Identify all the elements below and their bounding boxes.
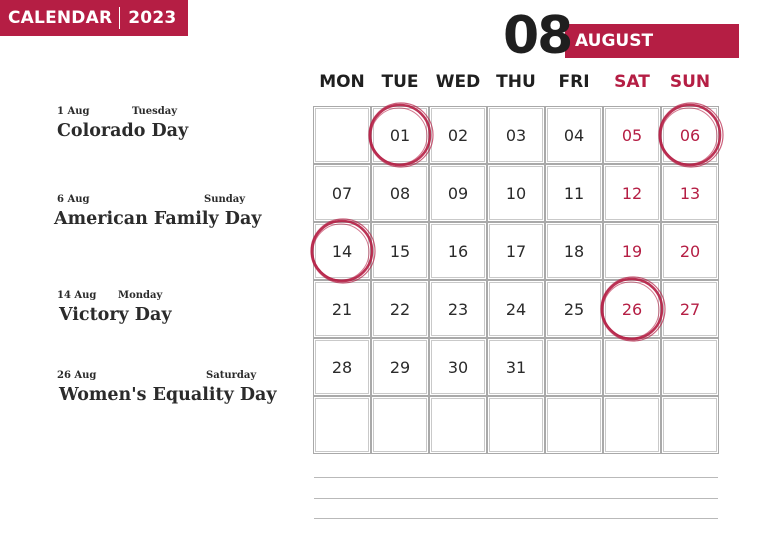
weekday-header-thu: THU	[496, 72, 536, 92]
day-cell[interactable]: 24	[487, 280, 545, 338]
holiday-entry	[54, 194, 262, 230]
holiday-weekday: Monday	[118, 290, 163, 301]
empty-day-cell	[313, 106, 371, 164]
weekday-header-mon: MON	[319, 72, 365, 92]
weekday-header-wed: WED	[435, 72, 481, 92]
empty-day-cell	[603, 396, 661, 454]
day-cell[interactable]: 04	[545, 106, 603, 164]
holiday-weekday: Tuesday	[132, 106, 178, 117]
day-cell[interactable]: 11	[545, 164, 603, 222]
empty-day-cell	[603, 338, 661, 396]
day-cell[interactable]: 08	[371, 164, 429, 222]
empty-day-cell	[545, 396, 603, 454]
day-cell[interactable]: 26	[603, 280, 661, 338]
day-cell[interactable]: 15	[371, 222, 429, 280]
month-name-banner	[565, 24, 739, 58]
weekday-header-fri: FRI	[558, 72, 590, 92]
holiday-weekday: Sunday	[204, 194, 246, 205]
day-cell[interactable]: 21	[313, 280, 371, 338]
holiday-name: Women's Equality Day	[59, 385, 277, 405]
brand-title: CALENDAR	[8, 8, 113, 28]
day-cell[interactable]: 09	[429, 164, 487, 222]
day-cell[interactable]: 12	[603, 164, 661, 222]
holiday-name: Colorado Day	[57, 121, 189, 141]
holiday-weekday: Saturday	[206, 370, 257, 381]
month-name: AUGUST	[575, 31, 654, 51]
day-cell[interactable]: 01	[371, 106, 429, 164]
notes-line	[314, 498, 718, 499]
day-cell[interactable]: 13	[661, 164, 719, 222]
weekday-header-tue: TUE	[381, 72, 419, 92]
calendar-brand-banner	[0, 0, 188, 36]
empty-day-cell	[545, 338, 603, 396]
empty-day-cell	[487, 396, 545, 454]
empty-day-cell	[661, 396, 719, 454]
holiday-name: American Family Day	[54, 209, 262, 229]
day-cell[interactable]: 27	[661, 280, 719, 338]
holiday-date: 26 Aug	[57, 370, 97, 381]
empty-day-cell	[313, 396, 371, 454]
holiday-date: 1 Aug	[57, 106, 90, 117]
day-cell[interactable]: 02	[429, 106, 487, 164]
day-cell[interactable]: 06	[661, 106, 719, 164]
holiday-date: 6 Aug	[57, 194, 90, 205]
day-cell[interactable]: 17	[487, 222, 545, 280]
brand-year: 2023	[128, 8, 177, 28]
day-cell[interactable]: 03	[487, 106, 545, 164]
month-number: 08	[503, 6, 572, 66]
day-cell[interactable]: 28	[313, 338, 371, 396]
weekday-header-sun: SUN	[669, 72, 711, 92]
day-cell[interactable]: 07	[313, 164, 371, 222]
day-cell[interactable]: 29	[371, 338, 429, 396]
weekday-header-sat: SAT	[614, 72, 650, 92]
day-cell[interactable]: 25	[545, 280, 603, 338]
day-cell[interactable]: 20	[661, 222, 719, 280]
holiday-entry	[57, 106, 188, 142]
brand-divider	[119, 7, 120, 29]
day-cell[interactable]: 31	[487, 338, 545, 396]
empty-day-cell	[371, 396, 429, 454]
empty-day-cell	[661, 338, 719, 396]
day-cell[interactable]: 22	[371, 280, 429, 338]
day-cell[interactable]: 19	[603, 222, 661, 280]
day-cell[interactable]: 18	[545, 222, 603, 280]
holiday-name: Victory Day	[59, 305, 172, 325]
day-cell[interactable]: 05	[603, 106, 661, 164]
day-cell[interactable]: 30	[429, 338, 487, 396]
notes-line	[314, 477, 718, 478]
holiday-date: 14 Aug	[57, 290, 97, 301]
day-cell[interactable]: 14	[313, 222, 371, 280]
day-cell[interactable]: 23	[429, 280, 487, 338]
holiday-entry	[57, 290, 172, 326]
empty-day-cell	[429, 396, 487, 454]
day-cell[interactable]: 10	[487, 164, 545, 222]
day-cell[interactable]: 16	[429, 222, 487, 280]
notes-line	[314, 518, 718, 519]
holiday-entry	[57, 370, 277, 406]
